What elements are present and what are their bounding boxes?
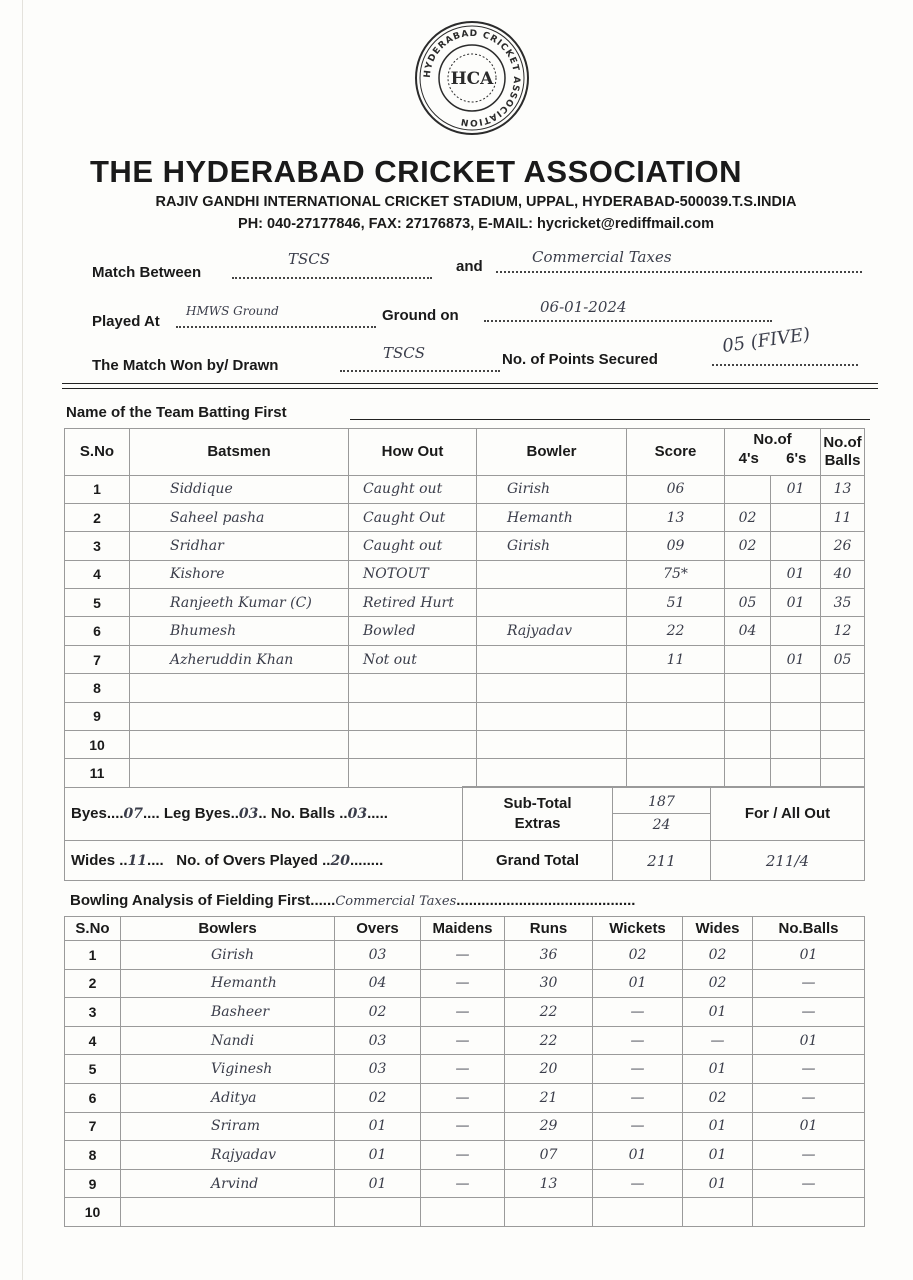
bowling-row (65, 1169, 865, 1198)
bowlers-header: Bowlers (121, 917, 335, 941)
bowler-name (477, 560, 627, 588)
score: 13 (627, 503, 725, 531)
bowling-row (65, 1112, 865, 1141)
score: 75* (627, 560, 725, 588)
batting-sno: 1 (65, 475, 130, 503)
result-value: 211/4 (711, 841, 865, 881)
wides: 02 (683, 941, 753, 970)
no-balls: 01 (753, 1112, 865, 1141)
runs (505, 1198, 593, 1227)
wides (683, 1198, 753, 1227)
wickets: — (593, 1026, 683, 1055)
fours-header: 4's (738, 450, 759, 467)
venue-line (176, 326, 376, 328)
bowling-sno: 9 (65, 1169, 121, 1198)
how-out-header: How Out (349, 429, 477, 476)
bowling-sno: 7 (65, 1112, 121, 1141)
how-out (349, 674, 477, 702)
fours (725, 674, 771, 702)
maidens: — (421, 1026, 505, 1055)
balls: 35 (821, 589, 865, 617)
score (627, 759, 725, 787)
balls: 40 (821, 560, 865, 588)
overs: 01 (335, 1112, 421, 1141)
overs: 03 (335, 941, 421, 970)
bowling-sno: 8 (65, 1141, 121, 1170)
score: 51 (627, 589, 725, 617)
hca-logo-icon (414, 20, 530, 136)
batsmen-header: Batsmen (130, 429, 349, 476)
bowler-name (477, 645, 627, 673)
how-out: Retired Hurt (349, 589, 477, 617)
wides-value: 11 (127, 853, 148, 869)
sixes (771, 702, 821, 730)
bowling-analysis-label: Bowling Analysis of Fielding First......Commercial Taxes........................................... (70, 892, 636, 909)
wides: 01 (683, 1169, 753, 1198)
overs: 03 (335, 1055, 421, 1084)
balls (821, 674, 865, 702)
no-balls: — (753, 1169, 865, 1198)
points-line (712, 364, 858, 366)
batting-row (65, 674, 865, 702)
sixes (771, 731, 821, 759)
batsman-name: Azheruddin Khan (130, 645, 349, 673)
wickets: — (593, 998, 683, 1027)
overs: 02 (335, 1083, 421, 1112)
bowling-sno: 5 (65, 1055, 121, 1084)
no-balls: — (753, 1083, 865, 1112)
wides: 01 (683, 1141, 753, 1170)
fours (725, 731, 771, 759)
balls: 26 (821, 532, 865, 560)
subtotal-values (613, 787, 711, 841)
no-balls: — (753, 998, 865, 1027)
bowling-row (65, 941, 865, 970)
subtotal-cell (463, 787, 613, 841)
how-out (349, 731, 477, 759)
association-address: RAJIV GANDHI INTERNATIONAL CRICKET STADIUM, UPPAL, HYDERABAD-500039.T.S.INDIA (155, 194, 797, 210)
venue-value: HMWS Ground (186, 304, 279, 318)
bowler-name: Arvind (121, 1169, 335, 1198)
bowler-name: Nandi (121, 1026, 335, 1055)
bowler-name: Girish (477, 475, 627, 503)
wides: 01 (683, 998, 753, 1027)
team2-line (496, 271, 862, 273)
overs: 01 (335, 1141, 421, 1170)
no-balls: 01 (753, 941, 865, 970)
balls: 12 (821, 617, 865, 645)
association-contact: PH: 040-27177846, FAX: 27176873, E-MAIL: hycricket@rediffmail.com (238, 216, 714, 232)
batsman-name: Sridhar (130, 532, 349, 560)
team1-line (232, 277, 432, 279)
how-out: Bowled (349, 617, 477, 645)
points-label: No. of Points Secured (502, 351, 658, 368)
batting-sno: 3 (65, 532, 130, 560)
wickets: 01 (593, 969, 683, 998)
bowler-name: Girish (121, 941, 335, 970)
no-balls: — (753, 1055, 865, 1084)
bowler-name: Rajyadav (121, 1141, 335, 1170)
winner-value: TSCS (383, 344, 426, 362)
runs: 07 (505, 1141, 593, 1170)
subtotal-value: 187 (613, 791, 710, 814)
runs: 13 (505, 1169, 593, 1198)
won-by-label: The Match Won by/ Drawn (92, 357, 279, 374)
sixes (771, 532, 821, 560)
wides: 02 (683, 969, 753, 998)
batsman-name (130, 731, 349, 759)
team1-value: TSCS (288, 250, 331, 268)
bowler-header: Bowler (477, 429, 627, 476)
fours: 04 (725, 617, 771, 645)
sno-header: S.No (65, 429, 130, 476)
bowler-name (477, 759, 627, 787)
fours: 02 (725, 532, 771, 560)
wides: 01 (683, 1055, 753, 1084)
balls: 05 (821, 645, 865, 673)
extras-line-2: Wides ..11.... No. of Overs Played ..20........ (65, 841, 463, 881)
extras-label: Extras (514, 814, 561, 832)
leg-byes-value: 03 (238, 805, 259, 822)
balls: 13 (821, 475, 865, 503)
result-label: For / All Out (711, 787, 865, 841)
score: 22 (627, 617, 725, 645)
score: 06 (627, 475, 725, 503)
wides: 02 (683, 1083, 753, 1112)
maidens: — (421, 969, 505, 998)
logo-ring-text: HYDERABAD CRICKET ASSOCIATION (422, 28, 522, 128)
runs: 21 (505, 1083, 593, 1112)
batting-row (65, 702, 865, 730)
no-balls: — (753, 1141, 865, 1170)
bowling-row (65, 1026, 865, 1055)
batting-row (65, 475, 865, 503)
no-balls-header: No.Balls (753, 917, 865, 941)
balls-label: Balls (824, 451, 861, 469)
batting-sno: 4 (65, 560, 130, 588)
sixes (771, 759, 821, 787)
bowling-sno: 10 (65, 1198, 121, 1227)
balls (821, 731, 865, 759)
wides-header: Wides (683, 917, 753, 941)
batting-row (65, 589, 865, 617)
maidens: — (421, 1112, 505, 1141)
page-edge (22, 0, 23, 1280)
bowling-row (65, 1055, 865, 1084)
how-out: Not out (349, 645, 477, 673)
batting-row (65, 532, 865, 560)
how-out: Caught out (349, 475, 477, 503)
bowling-team-value: Commercial Taxes (335, 894, 457, 909)
wides-label: Wides (71, 852, 116, 869)
batsman-name: Kishore (130, 560, 349, 588)
grand-total-label: Grand Total (463, 841, 613, 881)
overs: 02 (335, 998, 421, 1027)
batting-first-label: Name of the Team Batting First (66, 404, 287, 421)
runs: 22 (505, 998, 593, 1027)
byes-value: 07 (123, 805, 144, 822)
and-label: and (456, 258, 483, 275)
score (627, 702, 725, 730)
bowler-name (477, 731, 627, 759)
bowling-row (65, 1198, 865, 1227)
bowler-name: Aditya (121, 1083, 335, 1112)
batsman-name (130, 702, 349, 730)
runs: 20 (505, 1055, 593, 1084)
batsman-name: Ranjeeth Kumar (C) (130, 589, 349, 617)
wickets: — (593, 1169, 683, 1198)
divider-bottom (62, 388, 878, 389)
batting-sno: 8 (65, 674, 130, 702)
balls-top-label: No.of (823, 433, 862, 451)
batting-table (64, 428, 865, 788)
how-out (349, 702, 477, 730)
maidens: — (421, 998, 505, 1027)
match-between-label: Match Between (92, 264, 202, 281)
bowler-name: Basheer (121, 998, 335, 1027)
sixes (771, 503, 821, 531)
bowler-name: Viginesh (121, 1055, 335, 1084)
bowling-sno: 3 (65, 998, 121, 1027)
bowler-name (477, 589, 627, 617)
batting-team-line (350, 419, 870, 420)
sixes (771, 617, 821, 645)
runs: 36 (505, 941, 593, 970)
maidens: — (421, 941, 505, 970)
batting-row (65, 617, 865, 645)
date-line (484, 320, 772, 322)
batting-row (65, 503, 865, 531)
maidens: — (421, 1141, 505, 1170)
how-out: NOTOUT (349, 560, 477, 588)
maidens-header: Maidens (421, 917, 505, 941)
winner-line (340, 370, 500, 372)
overs (335, 1198, 421, 1227)
bowler-name (477, 702, 627, 730)
wickets: 01 (593, 1141, 683, 1170)
balls-header (821, 429, 865, 476)
wickets: — (593, 1112, 683, 1141)
bowling-sno: 2 (65, 969, 121, 998)
overs-header: Overs (335, 917, 421, 941)
logo-monogram: HCA (450, 69, 494, 89)
bowling-row (65, 1083, 865, 1112)
extras-value: 24 (652, 817, 671, 833)
bowler-name (121, 1198, 335, 1227)
bowl-sno-header: S.No (65, 917, 121, 941)
batsman-name: Bhumesh (130, 617, 349, 645)
batting-sno: 5 (65, 589, 130, 617)
wides: — (683, 1026, 753, 1055)
bowler-name: Rajyadav (477, 617, 627, 645)
sixes: 01 (771, 560, 821, 588)
balls: 11 (821, 503, 865, 531)
no-of-header (725, 429, 821, 475)
batting-sno: 2 (65, 503, 130, 531)
fours: 02 (725, 503, 771, 531)
bowling-sno: 6 (65, 1083, 121, 1112)
fours (725, 759, 771, 787)
bowling-section-title: Bowling Analysis of Fielding First (70, 892, 311, 909)
fours (725, 560, 771, 588)
score-header: Score (627, 429, 725, 476)
maidens: — (421, 1083, 505, 1112)
maidens: — (421, 1055, 505, 1084)
overs: 04 (335, 969, 421, 998)
bowler-name (477, 674, 627, 702)
bowler-name: Girish (477, 532, 627, 560)
batting-sno: 6 (65, 617, 130, 645)
leg-byes-label: Leg Byes (163, 804, 231, 822)
how-out: Caught out (349, 532, 477, 560)
grand-total-value: 211 (613, 841, 711, 881)
batsman-name (130, 759, 349, 787)
sixes: 01 (771, 645, 821, 673)
batting-row (65, 759, 865, 787)
batting-row (65, 731, 865, 759)
sixes (771, 674, 821, 702)
bowler-name: Hemanth (477, 503, 627, 531)
sixes: 01 (771, 475, 821, 503)
overs: 01 (335, 1169, 421, 1198)
bowling-row (65, 998, 865, 1027)
fours (725, 702, 771, 730)
how-out: Caught Out (349, 503, 477, 531)
score: 09 (627, 532, 725, 560)
no-balls-value: 03 (347, 805, 368, 822)
ground-on-label: Ground on (382, 307, 459, 324)
overs-played-label: No. of Overs Played (176, 852, 318, 869)
maidens (421, 1198, 505, 1227)
association-title: THE HYDERABAD CRICKET ASSOCIATION (90, 154, 743, 189)
batsman-name: Siddique (130, 475, 349, 503)
byes-label: Byes (71, 804, 107, 822)
no-balls: 01 (753, 1026, 865, 1055)
played-at-label: Played At (92, 313, 160, 330)
wickets: — (593, 1083, 683, 1112)
subtotal-label: Sub-Total (503, 794, 572, 812)
overs: 03 (335, 1026, 421, 1055)
batting-sno: 9 (65, 702, 130, 730)
batting-sno: 10 (65, 731, 130, 759)
wides: 01 (683, 1112, 753, 1141)
no-of-label: No.of (753, 431, 792, 448)
sixes: 01 (771, 589, 821, 617)
date-value: 06-01-2024 (540, 298, 627, 316)
runs-header: Runs (505, 917, 593, 941)
wickets (593, 1198, 683, 1227)
points-value: 05 (FIVE) (720, 323, 812, 358)
bowling-row (65, 1141, 865, 1170)
batsman-name (130, 674, 349, 702)
score (627, 674, 725, 702)
no-balls (753, 1198, 865, 1227)
batting-sno: 7 (65, 645, 130, 673)
sixes-header: 6's (786, 450, 807, 467)
extras-line-1: Byes....07.... Leg Byes..03.. No. Balls ..03..... (65, 787, 463, 841)
how-out (349, 759, 477, 787)
fours (725, 645, 771, 673)
balls (821, 702, 865, 730)
balls (821, 759, 865, 787)
bowler-name: Sriram (121, 1112, 335, 1141)
batting-row (65, 560, 865, 588)
batting-sno: 11 (65, 759, 130, 787)
runs: 29 (505, 1112, 593, 1141)
team2-value: Commercial Taxes (532, 248, 672, 266)
divider-top (62, 383, 878, 384)
batting-row (65, 645, 865, 673)
no-balls: — (753, 969, 865, 998)
runs: 22 (505, 1026, 593, 1055)
fours (725, 475, 771, 503)
runs: 30 (505, 969, 593, 998)
bowler-name: Hemanth (121, 969, 335, 998)
bowling-row (65, 969, 865, 998)
extras-table (64, 786, 865, 881)
overs-played-value: 20 (330, 853, 350, 869)
wickets: 02 (593, 941, 683, 970)
bowling-sno: 1 (65, 941, 121, 970)
bowling-sno: 4 (65, 1026, 121, 1055)
score (627, 731, 725, 759)
batsman-name: Saheel pasha (130, 503, 349, 531)
fours: 05 (725, 589, 771, 617)
wickets: — (593, 1055, 683, 1084)
bowling-table (64, 916, 865, 1227)
score: 11 (627, 645, 725, 673)
no-balls-label: No. Balls (270, 804, 336, 822)
wickets-header: Wickets (593, 917, 683, 941)
maidens: — (421, 1169, 505, 1198)
